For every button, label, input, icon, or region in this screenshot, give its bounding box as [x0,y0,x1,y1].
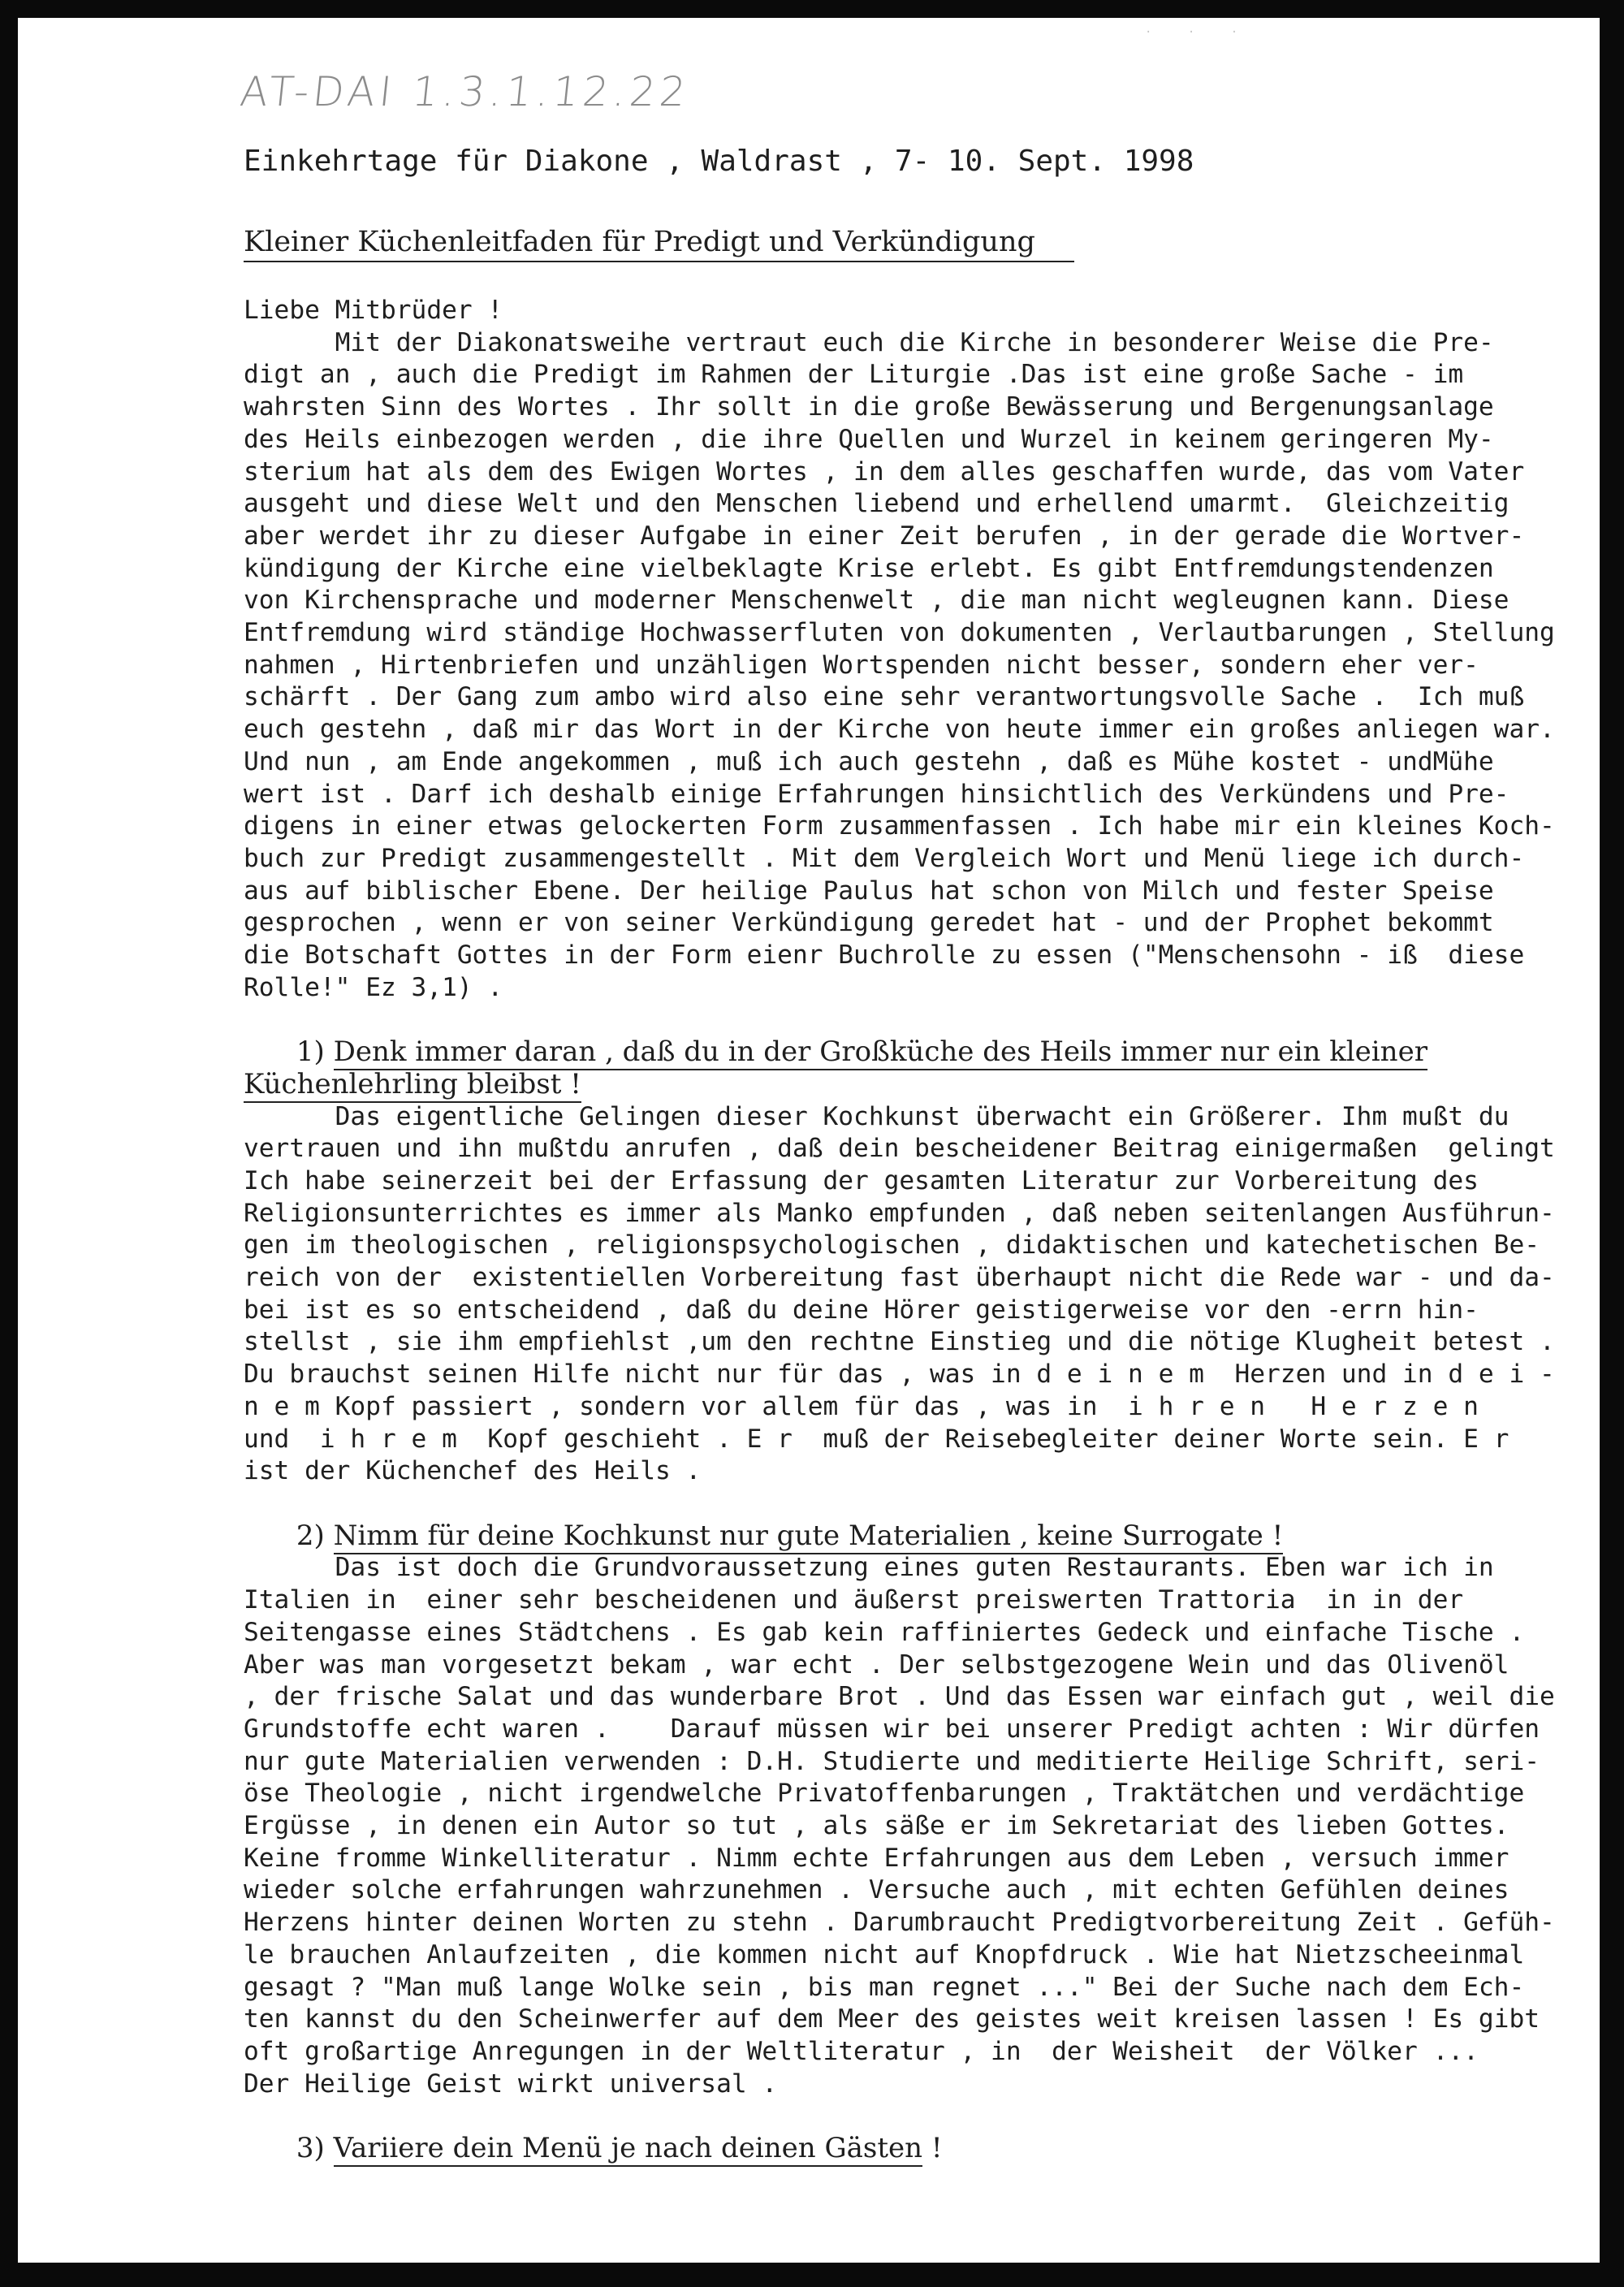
text-line: reich von der existentiellen Vorbereitung fast überhaupt nicht die Rede war - und da- [244,1263,1555,1293]
section-heading [244,2133,1616,2165]
intro-paragraph [244,327,1616,1005]
section-number: 1) [296,1035,325,1069]
text-line: wert ist . Darf ich deshalb einige Erfahrungen hinsichtlich des Verkündens und Pre- [244,779,1510,809]
text-line: schärft . Der Gang zum ambo wird also eine sehr verantwortungsvolle Sache . Ich muß [244,682,1525,712]
document-title: Kleiner Küchenleitfaden für Predigt und Verkündigung [244,226,1074,262]
text-line: Ich habe seinerzeit bei der Erfassung der gesamten Literatur zur Vorbereitung des [244,1165,1479,1195]
section-3 [244,2133,1616,2165]
text-line: Religionsunterrichtes es immer als Manko empfunden , daß neben seitenlangen Ausführun- [244,1198,1555,1228]
text-line: kündigung der Kirche eine vielbeklagte Krise erlebt. Es gibt Entfremdungstendenzen [244,553,1494,583]
text-line: ten kannst du den Scheinwerfer auf dem Meer des geistes weit kreisen lassen ! Es gibt [244,2004,1540,2034]
text-line: Rolle!" Ez 3,1) . [244,972,503,1002]
scan-specks: . . . [1145,23,1253,36]
text-line: , der frische Salat und das wunderbare Brot . Und das Essen war einfach gut , weil die [244,1682,1555,1712]
text-line: digt an , auch die Predigt im Rahmen der Liturgie .Das ist eine große Sache - im [244,360,1464,390]
text-line: aber werdet ihr zu dieser Aufgabe in einer Zeit berufen , in der gerade die Wortver- [244,521,1525,551]
text-line: bei ist es so entscheidend , daß du deine Hörer geistigerweise vor den -errn hin- [244,1295,1479,1325]
text-line: Du brauchst seinen Hilfe nicht nur für das , was in d e i n e m Herzen und in d e i - [244,1360,1555,1390]
paragraph-gap [244,1488,1616,1520]
archive-signature: AT-DAI 1.3.1.12.22 [237,68,693,115]
text-line: Entfremdung wird ständige Hochwasserfluten von dokumenten , Verlautbarungen , Stellung [244,618,1555,648]
salutation: Liebe Mitbrüder ! [244,296,503,325]
text-line: öse Theologie , nicht irgendwelche Privatoffenbarungen , Traktätchen und verdächtige [244,1779,1525,1809]
text-line: ist der Küchenchef des Heils . [244,1456,702,1486]
text-line: stellst , sie ihm empfiehlst ,um den rechtne Einstieg und die nötige Klugheit betest . [244,1327,1555,1357]
section-number: 2) [296,1519,325,1552]
text-line: euch gestehn , daß mir das Wort in der Kirche von heute immer ein großes anliegen war. [244,715,1555,745]
text-line: gen im theologischen , religionspsychologischen , didaktischen und katechetischen Be- [244,1230,1540,1260]
text-line: vertrauen und ihn mußtdu anrufen , daß dein bescheidener Beitrag einigermaßen gelingt [244,1134,1555,1164]
section-heading [244,1520,1616,1553]
text-line: Italien in einer sehr bescheidenen und äußerst preiswerten Trattoria in in der [244,1585,1464,1615]
text-line: ausgeht und diese Welt und den Menschen liebend und erhellend umarmt. Gleichzeitig [244,489,1510,519]
letter-body [244,295,1616,2165]
text-line: Grundstoffe echt waren . Darauf müssen wir bei unserer Predigt achten : Wir dürfen [244,1714,1540,1744]
paragraph-gap [244,2100,1616,2133]
text-line: sterium hat als dem des Ewigen Wortes , in dem alles geschaffen wurde, das vom Vater [244,456,1525,486]
text-line: buch zur Predigt zusammengestellt . Mit dem Vergleich Wort und Menü liege ich durch- [244,843,1525,873]
text-line: n e m Kopf passiert , sondern vor allem für das , was in i h r e n H e r z e n [244,1391,1479,1421]
section-heading-punctuation: ! [922,2132,943,2165]
text-line: Der Heilige Geist wirkt universal . [244,2069,778,2099]
text-line: des Heils einbezogen werden , die ihre Quellen und Wurzel in keinem geringeren My- [244,424,1494,454]
section-heading-text: Nimm für deine Kochkunst nur gute Materialien , keine Surrogate ! [334,1520,1284,1554]
text-line: Mit der Diakonatsweihe vertraut euch die Kirche in besonderer Weise die Pre- [244,327,1494,357]
text-line: die Botschaft Gottes in der Form eienr Buchrolle zu essen ("Menschensohn - iß diese [244,940,1525,971]
text-line: Seitengasse eines Städtchens . Es gab kein raffiniertes Gedeck und einfache Tische . [244,1617,1525,1647]
section-heading [244,1036,1616,1069]
text-line: Ergüsse , in denen ein Autor so tut , als säße er im Sekretariat des lieben Gottes. [244,1811,1510,1841]
text-line: nahmen , Hirtenbriefen und unzähligen Wortspenden nicht besser, sondern eher ver- [244,650,1479,680]
text-line: Aber was man vorgesetzt bekam , war echt . Der selbstgezogene Wein und das Olivenöl [244,1649,1510,1680]
section-heading-continued [244,1069,1616,1101]
section-1 [244,1036,1616,1488]
text-line: gesprochen , wenn er von seiner Verkündigung geredet hat - und der Prophet bekommt [244,908,1494,938]
text-line: Und nun , am Ende angekommen , muß ich auch gestehn , daß es Mühe kostet - undMühe [244,746,1494,776]
section-heading-text: Küchenlehrling bleibst ! [244,1068,581,1103]
text-line: Das ist doch die Grundvoraussetzung eines guten Restaurants. Eben war ich in [244,1553,1494,1583]
document-header: Einkehrtage für Diakone , Waldrast , 7- 10. Sept. 1998 [244,145,1194,178]
text-line: wahrsten Sinn des Wortes . Ihr sollt in die große Bewässerung und Bergenungsanlage [244,392,1494,422]
section-heading-text: Denk immer daran , daß du in der Großküche des Heils immer nur ein kleiner [334,1035,1427,1070]
text-line: le brauchen Anlaufzeiten , die kommen nicht auf Knopfdruck . Wie hat Nietzscheeinmal [244,1939,1525,1969]
text-line: digens in einer etwas gelockerten Form zusammenfassen . Ich habe mir ein kleines Koch- [244,811,1555,841]
text-line: oft großartige Anregungen in der Weltliteratur , in der Weisheit der Völker ... [244,2036,1479,2066]
text-line: gesagt ? "Man muß lange Wolke sein , bis man regnet ..." Bei der Suche nach dem Ech- [244,1972,1525,2002]
paragraph-gap [244,1004,1616,1036]
text-line: nur gute Materialien verwenden : D.H. Studierte und meditierte Heilige Schrift, seri- [244,1746,1540,1776]
text-line: von Kirchensprache und moderner Menschenwelt , die man nicht wegleugnen kann. Diese [244,586,1510,616]
text-line: Herzens hinter deinen Worten zu stehn . Darumbraucht Predigtvorbereitung Zeit . Gefüh- [244,1908,1555,1938]
section-number: 3) [296,2132,325,2165]
text-line: aus auf biblischer Ebene. Der heilige Paulus hat schon von Milch und fester Speise [244,875,1494,906]
text-line: wieder solche erfahrungen wahrzunehmen . Versuche auch , mit echten Gefühlen deines [244,1875,1510,1905]
text-line: Das eigentliche Gelingen dieser Kochkunst überwacht ein Größerer. Ihm mußt du [244,1101,1510,1131]
text-line: und i h r e m Kopf geschieht . E r muß der Reisebegleiter deiner Worte sein. E r [244,1424,1510,1454]
section-heading-text: Variiere dein Menü je nach deinen Gästen [334,2132,922,2167]
section-2 [244,1520,1616,2101]
text-line: Keine fromme Winkelliteratur . Nimm echte Erfahrungen aus dem Leben , versuch immer [244,1843,1510,1873]
